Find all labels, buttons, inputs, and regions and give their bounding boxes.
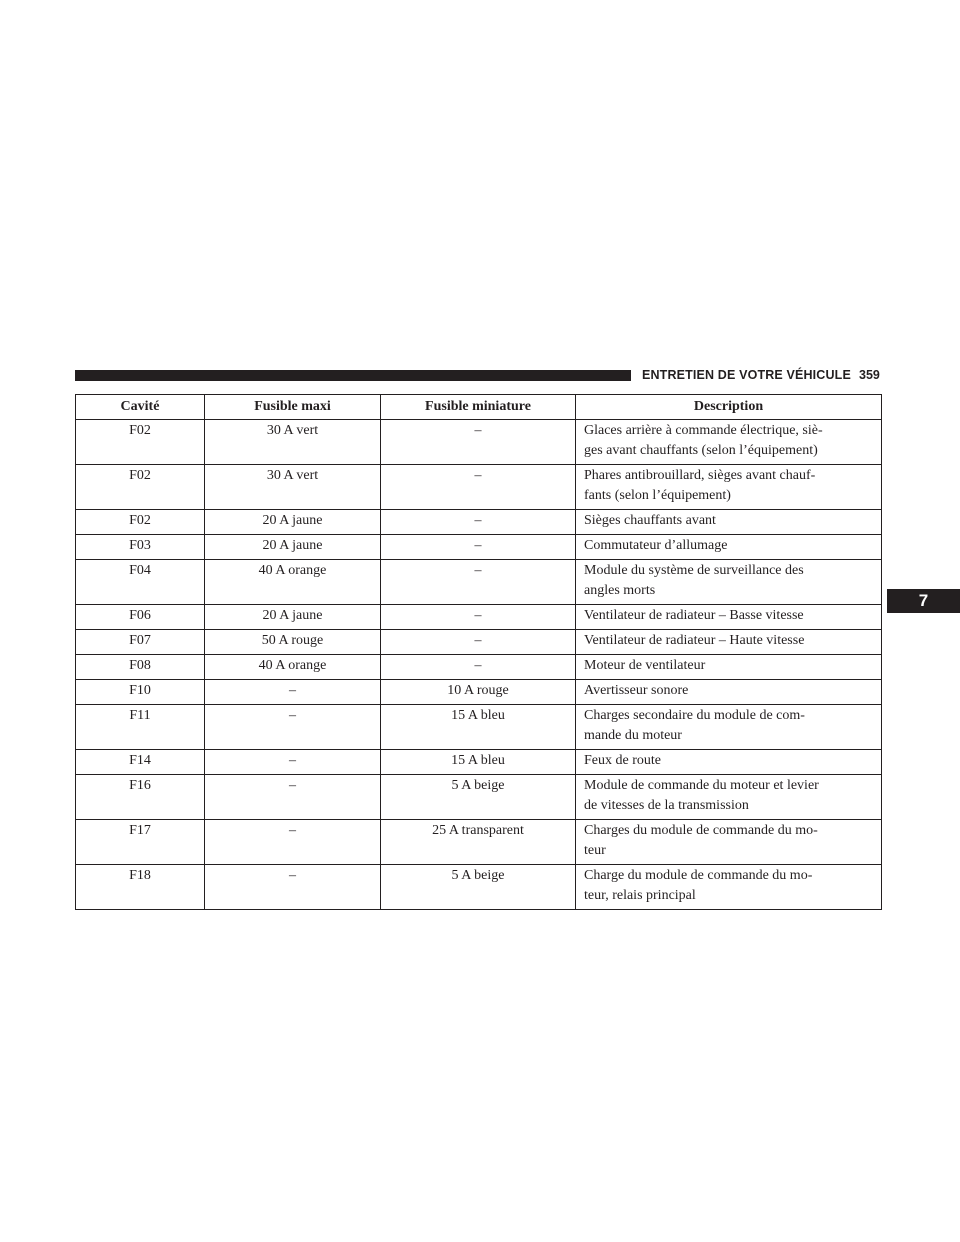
cell-maxi-fuse: 40 A orange	[205, 560, 381, 605]
cell-mini-fuse: –	[381, 465, 576, 510]
cell-description	[576, 775, 882, 820]
cell-maxi-fuse: –	[205, 705, 381, 750]
cell-mini-fuse: –	[381, 630, 576, 655]
cell-maxi-fuse: 30 A vert	[205, 465, 381, 510]
table-body	[76, 420, 882, 910]
cell-maxi-fuse: –	[205, 775, 381, 820]
table-row	[76, 510, 882, 535]
cell-cavity: F08	[76, 655, 205, 680]
table-row	[76, 560, 882, 605]
table-row	[76, 420, 882, 465]
cell-mini-fuse: –	[381, 560, 576, 605]
cell-maxi-fuse: –	[205, 750, 381, 775]
cell-cavity: F02	[76, 510, 205, 535]
table-row	[76, 605, 882, 630]
cell-description	[576, 820, 882, 865]
cell-maxi-fuse: 50 A rouge	[205, 630, 381, 655]
table-row	[76, 750, 882, 775]
description-line: Moteur de ventilateur	[584, 658, 706, 673]
description-line: teur, relais principal	[584, 888, 696, 903]
section-title: ENTRETIEN DE VOTRE VÉHICULE	[642, 368, 851, 382]
cell-cavity: F16	[76, 775, 205, 820]
cell-maxi-fuse: –	[205, 680, 381, 705]
column-header-description: Description	[576, 395, 882, 420]
table-row	[76, 630, 882, 655]
table-row	[76, 865, 882, 910]
cell-mini-fuse: –	[381, 510, 576, 535]
description-line: Glaces arrière à commande électrique, siè-	[584, 423, 823, 438]
cell-description	[576, 680, 882, 705]
cell-description	[576, 535, 882, 560]
cell-cavity: F14	[76, 750, 205, 775]
cell-maxi-fuse: –	[205, 865, 381, 910]
description-line: Charge du module de commande du mo-	[584, 868, 813, 883]
table-row	[76, 705, 882, 750]
description-line: Commutateur d’allumage	[584, 538, 728, 553]
description-line: Avertisseur sonore	[584, 683, 689, 698]
fuse-table	[75, 394, 882, 910]
description-line: Module du système de surveillance des	[584, 563, 804, 578]
description-line: Charges du module de commande du mo-	[584, 823, 818, 838]
cell-description	[576, 420, 882, 465]
cell-cavity: F02	[76, 420, 205, 465]
cell-description	[576, 750, 882, 775]
cell-cavity: F02	[76, 465, 205, 510]
page-number: 359	[859, 368, 880, 382]
description-line: mande du moteur	[584, 728, 682, 743]
cell-mini-fuse: 25 A transparent	[381, 820, 576, 865]
cell-maxi-fuse: 20 A jaune	[205, 605, 381, 630]
description-line: teur	[584, 843, 606, 858]
cell-mini-fuse: –	[381, 655, 576, 680]
table-row	[76, 465, 882, 510]
cell-description	[576, 705, 882, 750]
table-row	[76, 655, 882, 680]
cell-mini-fuse: 15 A bleu	[381, 705, 576, 750]
cell-mini-fuse: 5 A beige	[381, 775, 576, 820]
cell-description	[576, 655, 882, 680]
description-line: Ventilateur de radiateur – Basse vitesse	[584, 608, 804, 623]
header-rule	[75, 370, 631, 381]
cell-description	[576, 605, 882, 630]
cell-maxi-fuse: 20 A jaune	[205, 535, 381, 560]
description-line: fants (selon l’équipement)	[584, 488, 731, 503]
cell-mini-fuse: 15 A bleu	[381, 750, 576, 775]
table-row	[76, 820, 882, 865]
cell-description	[576, 560, 882, 605]
cell-cavity: F04	[76, 560, 205, 605]
description-line: Phares antibrouillard, sièges avant chauf-	[584, 468, 816, 483]
cell-cavity: F06	[76, 605, 205, 630]
description-line: de vitesses de la transmission	[584, 798, 749, 813]
cell-description	[576, 865, 882, 910]
description-line: angles morts	[584, 583, 656, 598]
column-header-mini-fuse: Fusible miniature	[381, 395, 576, 420]
table-header-row	[76, 395, 882, 420]
cell-mini-fuse: –	[381, 605, 576, 630]
cell-maxi-fuse: 30 A vert	[205, 420, 381, 465]
cell-mini-fuse: 5 A beige	[381, 865, 576, 910]
cell-maxi-fuse: 20 A jaune	[205, 510, 381, 535]
chapter-tab: 7	[887, 589, 960, 613]
description-line: Charges secondaire du module de com-	[584, 708, 805, 723]
cell-cavity: F07	[76, 630, 205, 655]
cell-mini-fuse: –	[381, 420, 576, 465]
cell-mini-fuse: 10 A rouge	[381, 680, 576, 705]
description-line: Module de commande du moteur et levier	[584, 778, 819, 793]
cell-cavity: F18	[76, 865, 205, 910]
cell-maxi-fuse: 40 A orange	[205, 655, 381, 680]
column-header-cavity: Cavité	[76, 395, 205, 420]
cell-description	[576, 630, 882, 655]
cell-description	[576, 465, 882, 510]
description-line: Sièges chauffants avant	[584, 513, 716, 528]
table-row	[76, 775, 882, 820]
description-line: ges avant chauffants (selon l’équipement)	[584, 443, 818, 458]
cell-mini-fuse: –	[381, 535, 576, 560]
cell-cavity: F11	[76, 705, 205, 750]
cell-cavity: F17	[76, 820, 205, 865]
cell-cavity: F10	[76, 680, 205, 705]
cell-description	[576, 510, 882, 535]
column-header-maxi-fuse: Fusible maxi	[205, 395, 381, 420]
table-row	[76, 535, 882, 560]
description-line: Feux de route	[584, 753, 661, 768]
description-line: Ventilateur de radiateur – Haute vitesse	[584, 633, 805, 648]
cell-maxi-fuse: –	[205, 820, 381, 865]
cell-cavity: F03	[76, 535, 205, 560]
table-row	[76, 680, 882, 705]
